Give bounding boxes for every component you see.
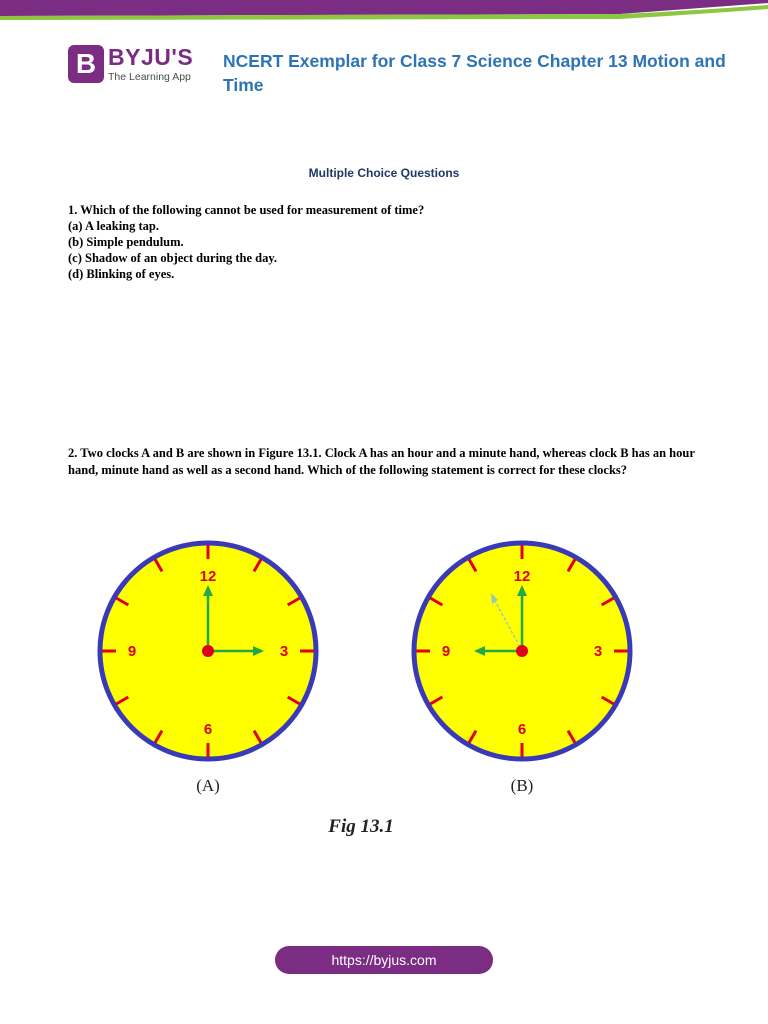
clock-b-number-6: 6: [517, 721, 527, 738]
brand-tagline: The Learning App: [108, 71, 191, 83]
clock-b-number-9: 9: [441, 643, 451, 660]
question-2-text: 2. Two clocks A and B are shown in Figure 13.1. Clock A has an hour and a minute hand, whereas clock B has an hour hand, minute hand as well as a second hand. Which of the following statement is correct for these clocks?: [68, 446, 695, 477]
clock-b-number-3: 3: [593, 643, 603, 660]
figure-13-1: [80, 520, 680, 850]
clock-b-label: (B): [510, 776, 534, 795]
clock-a-number-12: 12: [199, 568, 217, 585]
clock-a-number-9: 9: [127, 643, 137, 660]
clock-a: [100, 543, 316, 795]
clock-a-center: [202, 645, 214, 657]
question-1: [68, 202, 424, 282]
question-1-text: 1. Which of the following cannot be used for measurement of time?: [68, 203, 425, 217]
question-1-option-c: (c) Shadow of an object during the day.: [68, 251, 278, 265]
question-1-option-d: (d) Blinking of eyes.: [68, 267, 175, 281]
footer-url[interactable]: https://byjus.com: [331, 952, 437, 968]
top-decorative-bar: [0, 0, 768, 22]
section-heading: Multiple Choice Questions: [308, 166, 460, 180]
clock-a-number-6: 6: [203, 721, 213, 738]
figure-caption: Fig 13.1: [328, 816, 394, 837]
question-1-option-a: (a) A leaking tap.: [68, 219, 159, 233]
logo-badge: B: [68, 45, 104, 83]
clock-b-number-12: 12: [513, 568, 531, 585]
byjus-logo: [68, 44, 198, 88]
question-1-option-b: (b) Simple pendulum.: [68, 235, 184, 249]
clock-a-label: (A): [196, 776, 220, 795]
clock-a-number-3: 3: [279, 643, 289, 660]
document-title: NCERT Exemplar for Class 7 Science Chapter 13 Motion and Time: [223, 51, 726, 95]
brand-name: BYJU'S: [108, 44, 194, 70]
footer-url-pill[interactable]: [275, 946, 493, 974]
clock-b: [414, 543, 630, 795]
clock-b-center: [516, 645, 528, 657]
